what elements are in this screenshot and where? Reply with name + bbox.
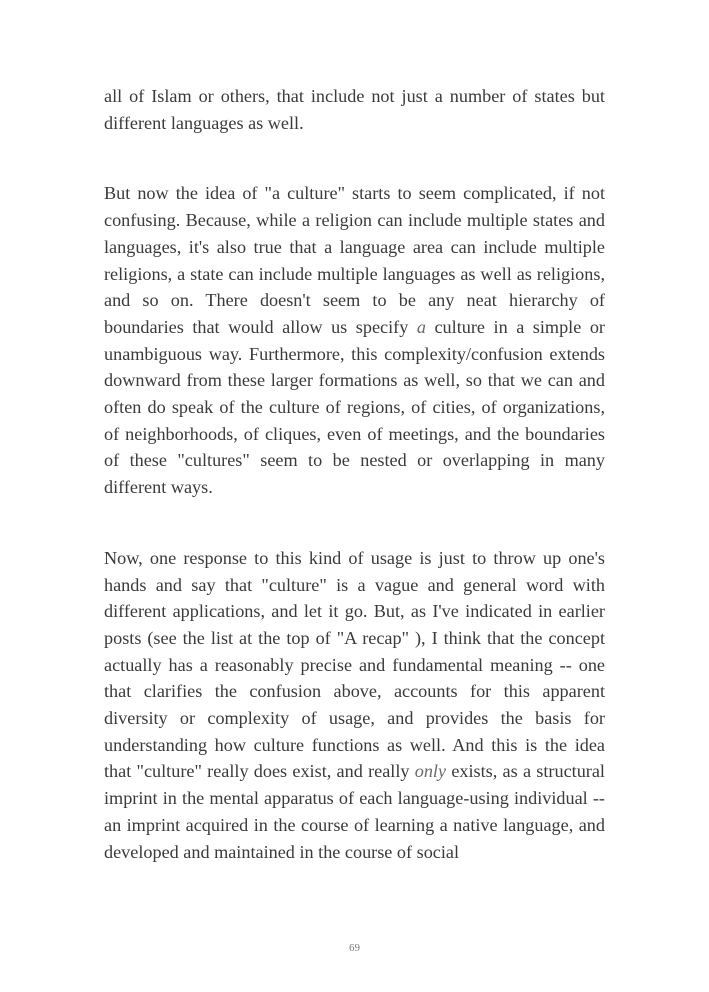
paragraph-1-text: all of Islam or others, that include not just a number of states but different languages as well. <box>104 86 605 133</box>
page-number: 69 <box>349 942 360 954</box>
page-body <box>104 83 605 865</box>
paragraph-3-text-b: exists, as a structural imprint in the mental apparatus of each language-using individual -- an imprint acquired in the course of learning a native language, and developed and maintained in the course of social <box>104 761 605 862</box>
paragraph-3 <box>104 545 605 865</box>
paragraph-2-text-a: But now the idea of "a culture" starts to seem complicated, if not confusing. Because, while a religion can include multiple states and languages, it's also true that a language area can include multiple religions, a state can include multiple languages as well as religions, and so on. There doesn't seem to be any neat hierarchy of boundaries that would allow us specify <box>104 183 605 337</box>
paragraph-3-text-a: Now, one response to this kind of usage is just to throw up one's hands and say that "culture" is a vague and general word with different applications, and let it go. But, as I've indicated in earlier posts (see the list at the top of "A recap" ), I think that the concept actually has a reasonably precise and fundamental meaning -- one that clarifies the confusion above, accounts for this apparent diversity or complexity of usage, and provides the basis for understanding how culture functions as well. And this is the idea that "culture" really does exist, and really <box>104 547 605 782</box>
paragraph-1 <box>104 83 605 136</box>
paragraph-2 <box>104 180 605 500</box>
paragraph-2-text-b: culture in a simple or unambiguous way. Furthermore, this complexity/confusion extends downward from these larger formations as well, so that we can and often do speak of the culture of regions, of cities, of organizations, of neighborhoods, of cliques, even of meetings, and the boundaries of these "cultures" seem to be nested or overlapping in many different ways. <box>104 316 605 498</box>
paragraph-3-italic-only: only <box>414 761 447 782</box>
paragraph-2-italic-a: a <box>416 316 426 337</box>
